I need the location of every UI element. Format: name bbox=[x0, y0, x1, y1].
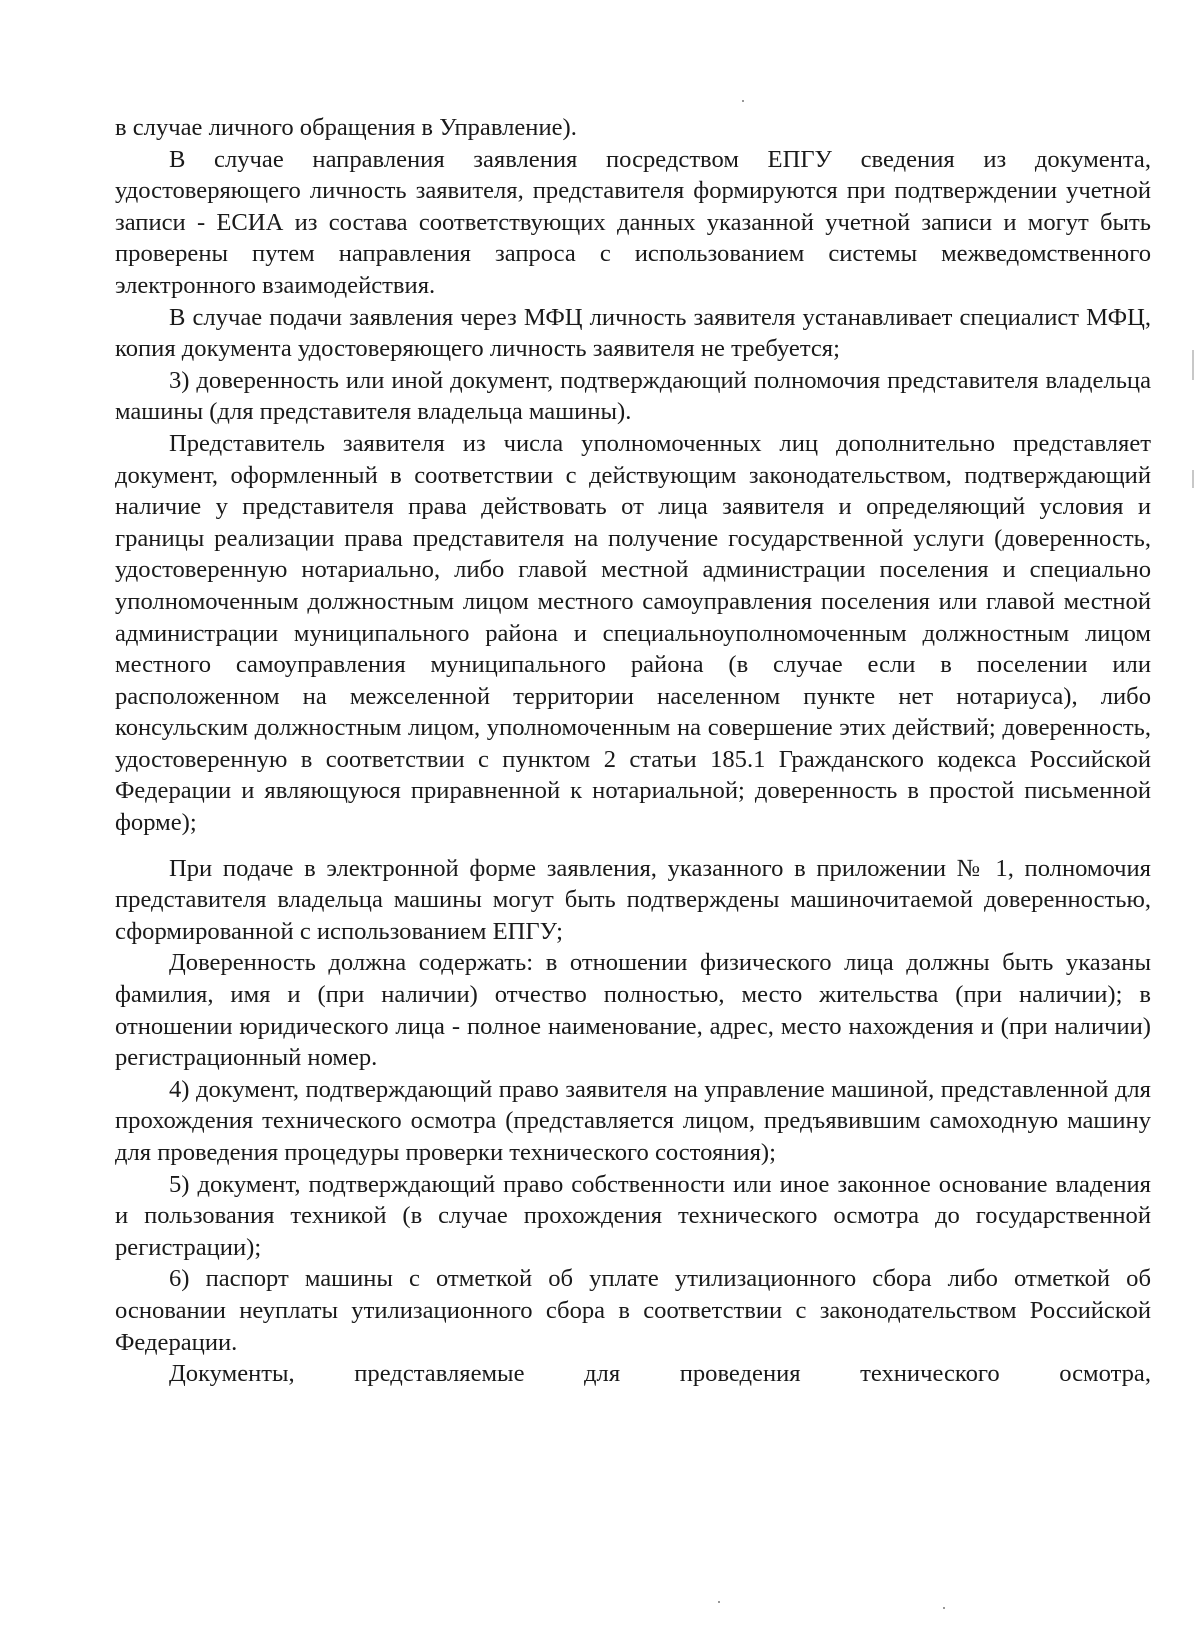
paragraph-continuation: в случае личного обращения в Управление). bbox=[115, 114, 577, 141]
paragraph-documents-trailing: Документы, представляемые для проведения технического осмотра, bbox=[169, 1360, 1151, 1388]
paragraph-representative: Представитель заявителя из числа уполномоченных лиц дополнительно представляет документ, оформленный в соответствии с действующим законодательством, подтверждающий наличие у представителя права действовать от лица заявителя и определяющий условия и границы реализации права представителя на получение государственной услуги (доверенность, удостоверенную нотариально, либо главой местной администрации поселения и специально уполномоченным должностным лицом местного самоуправления поселения или главой местной администрации муниципального района и специальноуполномоченным должностным лицом местного самоуправления муниципального района (в случае если в поселении или расположенном на межселенной территории населенном пункте нет нотариуса), либо консульским должностным лицом, уполномоченным на совершение этих действий; доверенность, удостоверенную в соответствии с пунктом 2 статьи 185.1 Гражданского кодекса Российской Федерации и являющуюся приравненной к нотариальной; доверенность в простой письменной форме); bbox=[115, 429, 1151, 837]
paragraph-attorney-content: Доверенность должна содержать: в отношении физического лица должны быть указаны фамилия, имя и (при наличии) отчество полностью, место жительства (при наличии); в отношении юридического лица - полное наименование, адрес, место нахождения и (при наличии) регистрационный номер. bbox=[115, 949, 1151, 1072]
scan-speck bbox=[718, 1601, 720, 1603]
scan-edge-mark bbox=[1192, 470, 1194, 488]
paragraph-item-5-ownership: 5) документ, подтверждающий право собственности или иное законное основание владения и пользования техникой (в случае прохождения технического осмотра до государственной регистрации); bbox=[115, 1170, 1151, 1261]
scan-edge-mark bbox=[1192, 350, 1194, 380]
paragraph-item-4-driving-right: 4) документ, подтверждающий право заявителя на управление машиной, представленной для прохождения технического осмотра (представляется лицом, предъявившим самоходную машину для проведения процедуры проверки технического состояния); bbox=[115, 1075, 1151, 1166]
paragraph-mfc-identity: В случае подачи заявления через МФЦ личность заявителя устанавливает специалист МФЦ, копия документа удостоверяющего личность заявителя не требуется; bbox=[115, 303, 1151, 363]
paragraph-item-3-power-of-attorney: 3) доверенность или иной документ, подтверждающий полномочия представителя владельца машины (для представителя владельца машины). bbox=[115, 366, 1151, 426]
scan-speck bbox=[943, 1607, 945, 1609]
paragraph-item-6-machine-passport: 6) паспорт машины с отметкой об уплате утилизационного сбора либо отметкой об основании неуплаты утилизационного сбора в соответствии с законодательством Российской Федерации. bbox=[115, 1265, 1151, 1356]
scan-speck bbox=[742, 100, 744, 102]
paragraph-epgu-identity: В случае направления заявления посредством ЕПГУ сведения из документа, удостоверяющего личность заявителя, представителя формируются при подтверждении учетной записи - ЕСИА из состава соответствующих данных указанной учетной записи и могут быть проверены путем направления запроса с использованием системы межведомственного электронного взаимодействия. bbox=[115, 145, 1151, 299]
document-page bbox=[115, 112, 1151, 1390]
paragraph-electronic-submission: При подаче в электронной форме заявления, указанного в приложении № 1, полномочия представителя владельца машины могут быть подтверждены машиночитаемой доверенностью, сформированной с использованием ЕПГУ; bbox=[115, 854, 1151, 945]
